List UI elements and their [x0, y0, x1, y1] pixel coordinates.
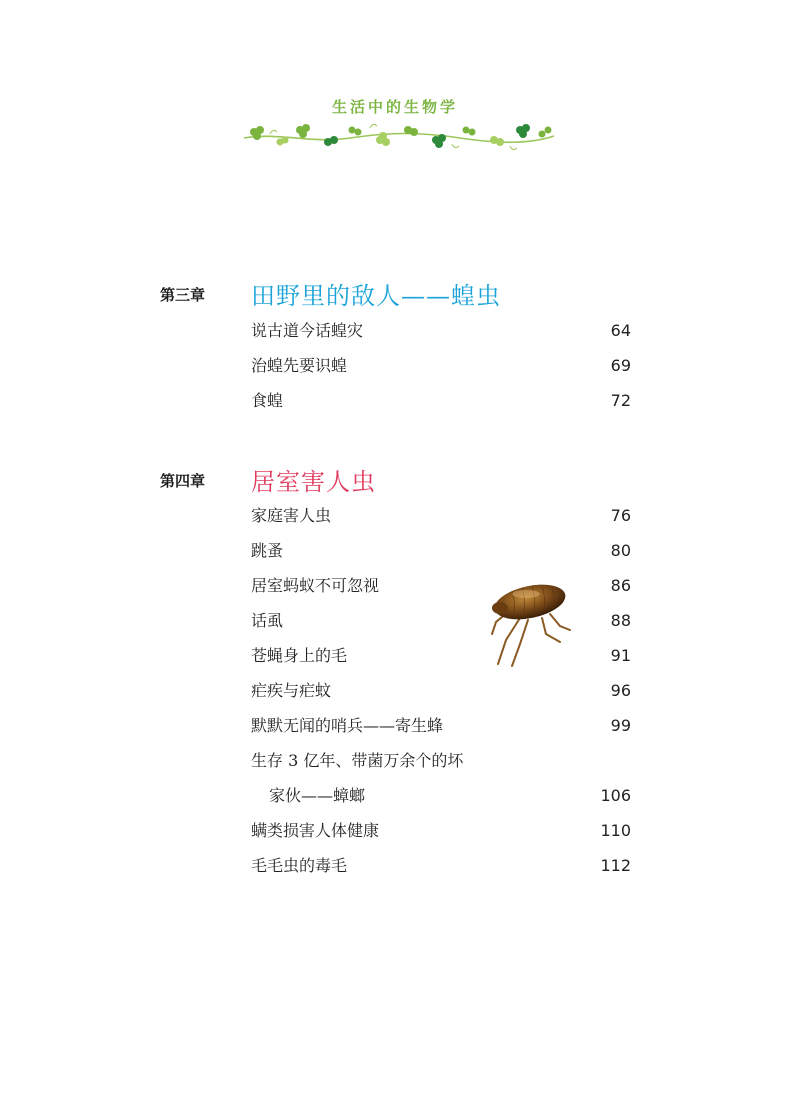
entry-title: 家伙——蟑螂 [269, 786, 366, 805]
entry-title: 家庭害人虫 [251, 506, 332, 525]
chapter-title: 居室害人虫 [251, 468, 376, 496]
entry-title: 话虱 [251, 611, 284, 630]
page-number: 91 [610, 646, 631, 665]
entry-title: 苍蝇身上的毛 [251, 646, 348, 665]
book-title: 生活中的生物学 [331, 98, 458, 116]
flea-illustration [486, 578, 576, 670]
entry-title: 食蝗 [251, 391, 284, 410]
entry-title: 跳蚤 [251, 541, 284, 560]
toc-entry[interactable] [251, 388, 631, 414]
chapter-title: 田野里的敌人——蝗虫 [251, 282, 501, 310]
toc-entry[interactable] [251, 538, 631, 564]
clover-vine-ornament [240, 118, 556, 152]
entry-title: 毛毛虫的毒毛 [251, 856, 348, 875]
page-number: 112 [600, 856, 631, 875]
toc-entry[interactable] [251, 818, 631, 844]
page-number: 86 [610, 576, 631, 595]
page-number: 80 [610, 541, 631, 560]
page-number: 96 [610, 681, 631, 700]
toc-entry[interactable] [251, 678, 631, 704]
page-number: 110 [600, 821, 631, 840]
entry-title: 疟疾与疟蚊 [251, 681, 332, 700]
page-number: 64 [610, 321, 631, 340]
page-number: 72 [610, 391, 631, 410]
toc-entry[interactable] [251, 353, 631, 379]
page-number: 99 [610, 716, 631, 735]
chapter-label: 第三章 [160, 286, 206, 304]
page-number: 69 [610, 356, 631, 375]
entry-title: 居室蚂蚁不可忽视 [251, 576, 380, 595]
entry-title: 说古道今话蝗灾 [251, 321, 364, 340]
chapter-label: 第四章 [160, 472, 206, 490]
toc-entry[interactable] [251, 318, 631, 344]
toc-entry[interactable] [251, 713, 631, 739]
entry-title: 默默无闻的哨兵——寄生蜂 [251, 716, 444, 735]
toc-entry[interactable] [251, 783, 631, 809]
toc-entry[interactable] [251, 748, 631, 774]
page-number: 76 [610, 506, 631, 525]
entry-title: 治蝗先要识蝗 [251, 356, 348, 375]
page-number: 106 [600, 786, 631, 805]
page-number: 88 [610, 611, 631, 630]
toc-entry[interactable] [251, 853, 631, 879]
entry-title: 螨类损害人体健康 [251, 821, 380, 840]
toc-entry[interactable] [251, 503, 631, 529]
entry-title: 生存 3 亿年、带菌万余个的坏 [251, 751, 464, 770]
